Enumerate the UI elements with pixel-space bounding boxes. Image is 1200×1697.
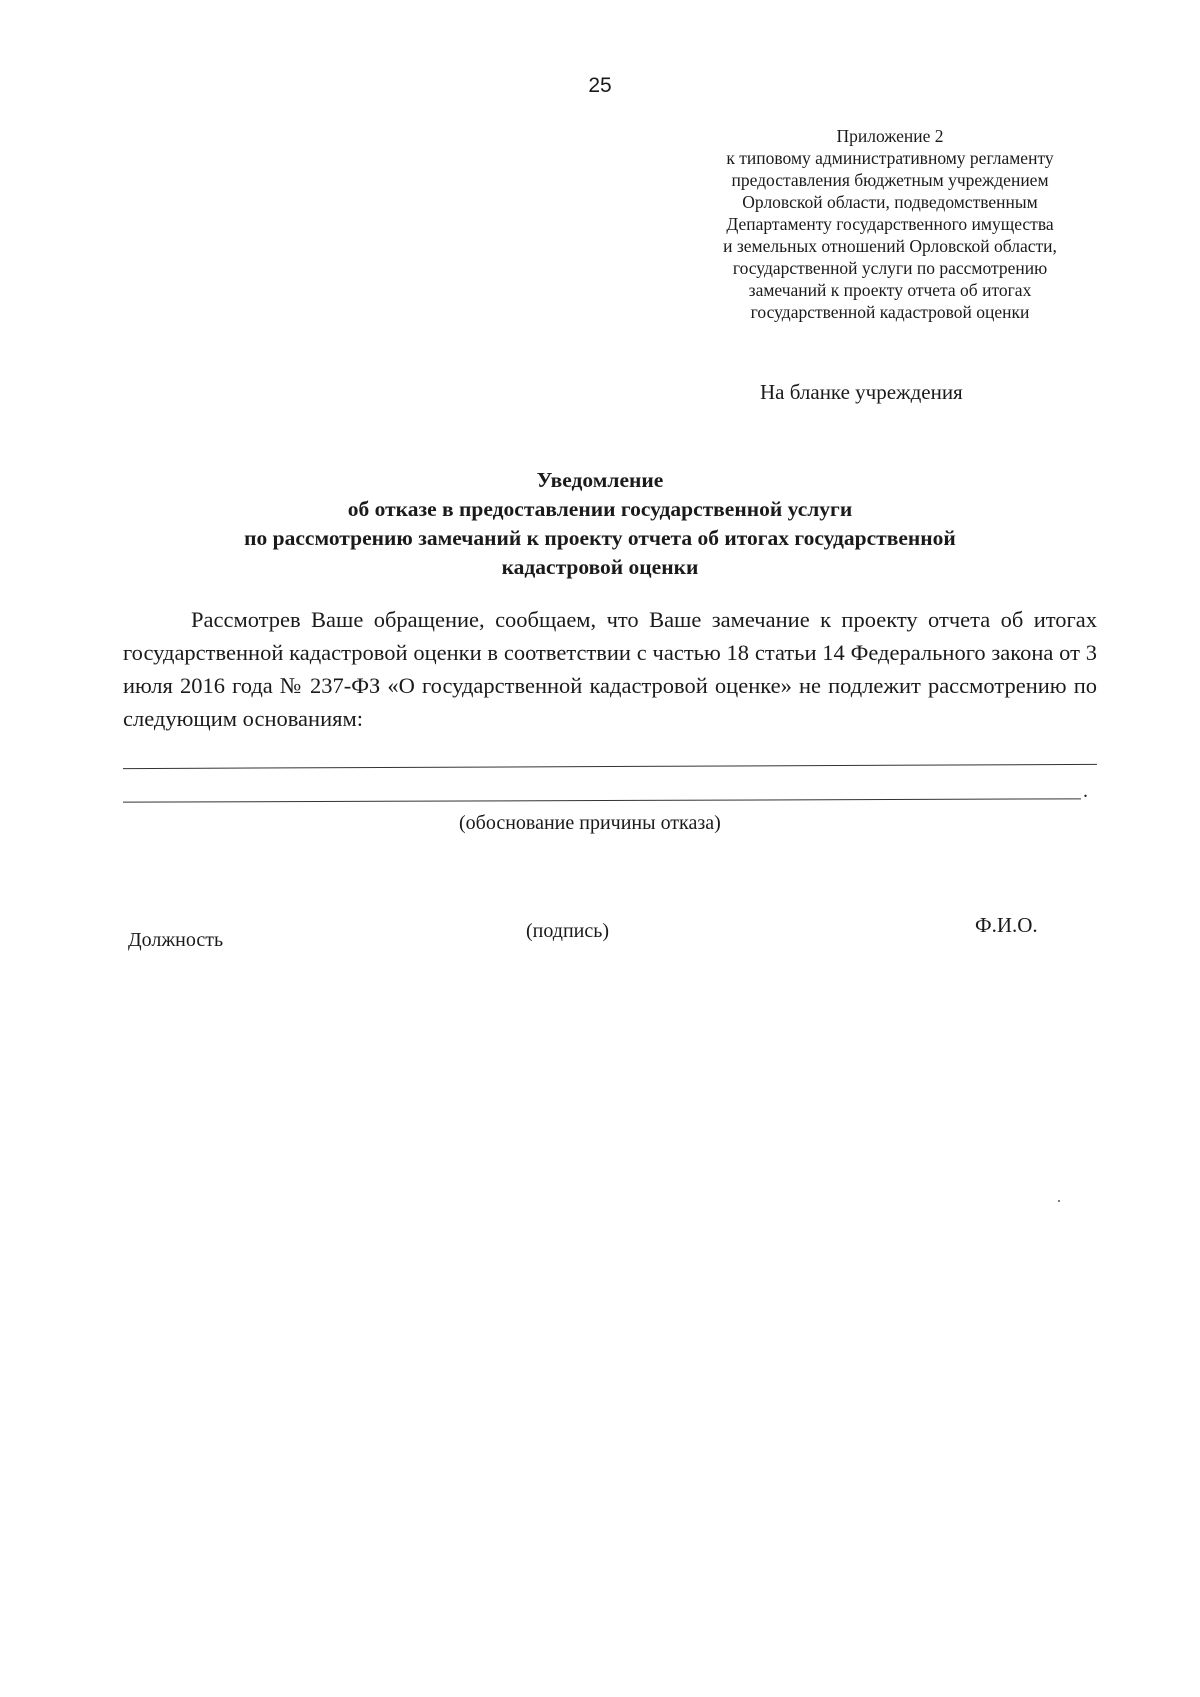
appendix-line: государственной услуги по рассмотрению — [732, 258, 1048, 278]
fill-in-line — [123, 764, 1097, 769]
appendix-line: Приложение 2 — [836, 126, 944, 146]
appendix-header — [690, 125, 1090, 323]
appendix-line: Департаменту государственного имущества — [726, 214, 1054, 234]
appendix-line: к типовому административному регламенту — [726, 148, 1054, 168]
appendix-line: Орловской области, подведомственным — [742, 192, 1038, 212]
title-line: Уведомление — [536, 468, 664, 492]
letterhead-note: На бланке учреждения — [760, 380, 963, 404]
document-title — [0, 466, 1200, 582]
title-line: по рассмотрению замечаний к проекту отчета об итогах государственной — [244, 526, 956, 550]
appendix-line: замечаний к проекту отчета об итогах — [748, 280, 1032, 300]
fill-in-line — [123, 798, 1081, 802]
position-label: Должность — [128, 929, 224, 951]
title-line: кадастровой оценки — [501, 555, 699, 579]
signature-label: (подпись) — [526, 920, 610, 942]
title-line: об отказе в предоставлении государственной услуги — [347, 497, 853, 521]
body-paragraph: Рассмотрев Ваше обращение, сообщаем, что Ваше замечание к проекту отчета об итогах государственной кадастровой оценки в соответствии с частью 18 статьи 14 Федерального закона от 3 июля 2016 года № 237-ФЗ «О государственной кадастровой оценке» не подлежит рассмотрению по следующим основаниям: — [123, 607, 1097, 731]
appendix-line: предоставления бюджетным учреждением — [731, 170, 1049, 190]
name-label: Ф.И.О. — [975, 913, 1038, 937]
appendix-line: государственной кадастровой оценки — [750, 302, 1030, 322]
reason-caption: (обоснование причины отказа) — [459, 812, 721, 834]
page-number: 25 — [588, 74, 612, 97]
fill-line-end: . — [1083, 780, 1088, 802]
appendix-line: и земельных отношений Орловской области, — [723, 236, 1057, 256]
scan-speck — [1058, 1200, 1060, 1202]
